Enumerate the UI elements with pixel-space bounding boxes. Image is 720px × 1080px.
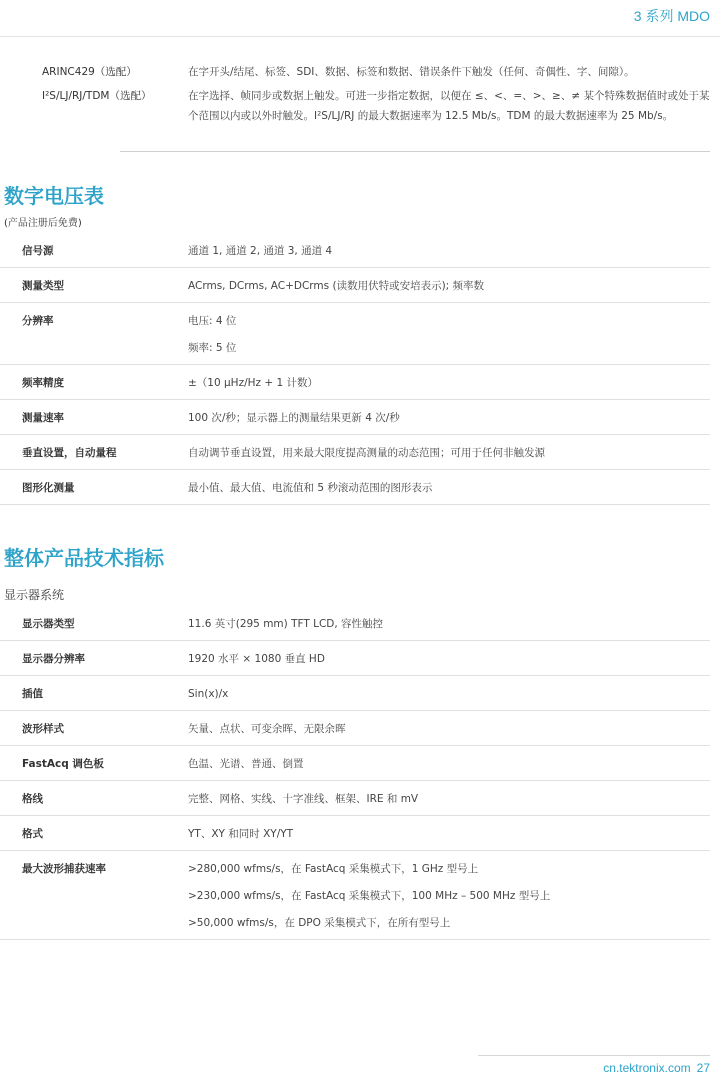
footer-divider	[478, 1055, 710, 1056]
spec-label: 格式	[22, 828, 43, 840]
trigger-row	[0, 86, 720, 126]
spec-label: 波形样式	[22, 723, 64, 735]
spec-label: 垂直设置，自动量程	[22, 447, 117, 459]
spec-row	[0, 746, 710, 781]
spec-values	[188, 791, 710, 807]
spec-values	[188, 243, 710, 259]
trigger-spec-block	[0, 62, 720, 130]
spec-value: 100 次/秒；显示器上的测量结果更新 4 次/秒	[188, 412, 400, 424]
spec-value: >50,000 wfms/s，在 DPO 采集模式下，在所有型号上	[188, 917, 451, 929]
spec-label: 测量速率	[22, 412, 64, 424]
footer-site-link[interactable]: cn.tektronix.com	[603, 1061, 691, 1075]
spec-values	[188, 861, 710, 931]
spec-value: YT、XY 和同时 XY/YT	[188, 828, 294, 840]
header-divider	[0, 36, 720, 37]
spec-row	[0, 816, 710, 851]
spec-value: 电压: 4 位	[188, 315, 237, 327]
spec-label: 插值	[22, 688, 43, 700]
spec-values	[188, 616, 710, 632]
spec-value: 自动调节垂直设置，用来最大限度提高测量的动态范围；可用于任何非触发源	[188, 447, 545, 459]
dvm-section-subtitle: (产品注册后免费)	[4, 218, 82, 229]
spec-values	[188, 826, 710, 842]
series-header: 3 系列 MDO	[633, 8, 710, 24]
spec-values	[188, 410, 710, 426]
trigger-label: I²S/LJ/RJ/TDM（选配）	[42, 90, 152, 102]
spec-label: 显示器类型	[22, 618, 75, 630]
footer	[603, 1061, 710, 1075]
spec-row	[0, 400, 710, 435]
trigger-label: ARINC429（选配）	[42, 66, 137, 78]
trigger-desc: 在字开头/结尾、标签、SDI、数据、标签和数据、错误条件下触发（任何、奇偶性、字、间隙）。	[188, 66, 635, 78]
spec-value: ±（10 μHz/Hz + 1 计数）	[188, 377, 319, 389]
spec-value: 11.6 英寸(295 mm) TFT LCD, 容性触控	[188, 618, 384, 630]
spec-row	[0, 711, 710, 746]
spec-row	[0, 365, 710, 400]
spec-values	[188, 375, 710, 391]
spec-row	[0, 268, 710, 303]
spec-row	[0, 851, 710, 940]
spec-label: FastAcq 调色板	[22, 758, 104, 770]
spec-values	[188, 278, 710, 294]
spec-label: 格线	[22, 793, 43, 805]
spec-value: 矢量、点状、可变余晖、无限余晖	[188, 723, 346, 735]
dvm-spec-table	[0, 233, 720, 505]
spec-value: ACrms, DCrms, AC+DCrms (读数用伏特或安培表示); 频率数	[188, 280, 485, 292]
spec-values	[188, 686, 710, 702]
spec-value: 通道 1, 通道 2, 通道 3, 通道 4	[188, 245, 333, 257]
spec-value: 1920 水平 × 1080 垂直 HD	[188, 653, 325, 665]
spec-row	[0, 606, 710, 641]
trigger-row	[0, 62, 720, 82]
spec-values	[188, 313, 710, 356]
spec-value: >230,000 wfms/s，在 FastAcq 采集模式下，100 MHz – 500 MHz 型号上	[188, 890, 551, 902]
spec-values	[188, 721, 710, 737]
spec-label: 信号源	[22, 245, 54, 257]
specs-section-title: 整体产品技术指标	[4, 546, 164, 570]
spec-row	[0, 435, 710, 470]
dvm-section-title: 数字电压表	[4, 184, 104, 208]
spec-label: 测量类型	[22, 280, 64, 292]
spec-values	[188, 445, 710, 461]
page-number: 27	[696, 1061, 710, 1075]
display-spec-table	[0, 606, 720, 940]
display-system-heading: 显示器系统	[4, 588, 65, 602]
spec-value: Sin(x)/x	[188, 688, 229, 700]
spec-value: 频率: 5 位	[188, 342, 237, 354]
spec-values	[188, 756, 710, 772]
spec-label: 图形化测量	[22, 482, 75, 494]
spec-label: 频率精度	[22, 377, 64, 389]
spec-row	[0, 303, 710, 365]
spec-value: 色温、光谱、普通、倒置	[188, 758, 304, 770]
spec-label: 分辨率	[22, 315, 54, 327]
spec-row	[0, 676, 710, 711]
spec-label: 显示器分辨率	[22, 653, 85, 665]
spec-value: >280,000 wfms/s，在 FastAcq 采集模式下，1 GHz 型号上	[188, 863, 479, 875]
spec-row	[0, 641, 710, 676]
spec-row	[0, 781, 710, 816]
spec-row	[0, 470, 710, 505]
trigger-divider	[120, 151, 710, 152]
spec-values	[188, 480, 710, 496]
spec-row	[0, 233, 710, 268]
spec-values	[188, 651, 710, 667]
trigger-desc: 在字选择、帧同步或数据上触发。可进一步指定数据，以便在 ≤、<、=、>、≥、≠ 某个特殊数据值时或处于某个范围以内或以外时触发。I²S/LJ/RJ 的最大数据速率为 12.5 Mb/s。TDM 的最大数据速率为 25 Mb/s。	[188, 90, 710, 122]
spec-label: 最大波形捕获速率	[22, 863, 106, 875]
spec-value: 完整、网格、实线、十字准线、框架、IRE 和 mV	[188, 793, 419, 805]
spec-value: 最小值、最大值、电流值和 5 秒滚动范围的图形表示	[188, 482, 433, 494]
